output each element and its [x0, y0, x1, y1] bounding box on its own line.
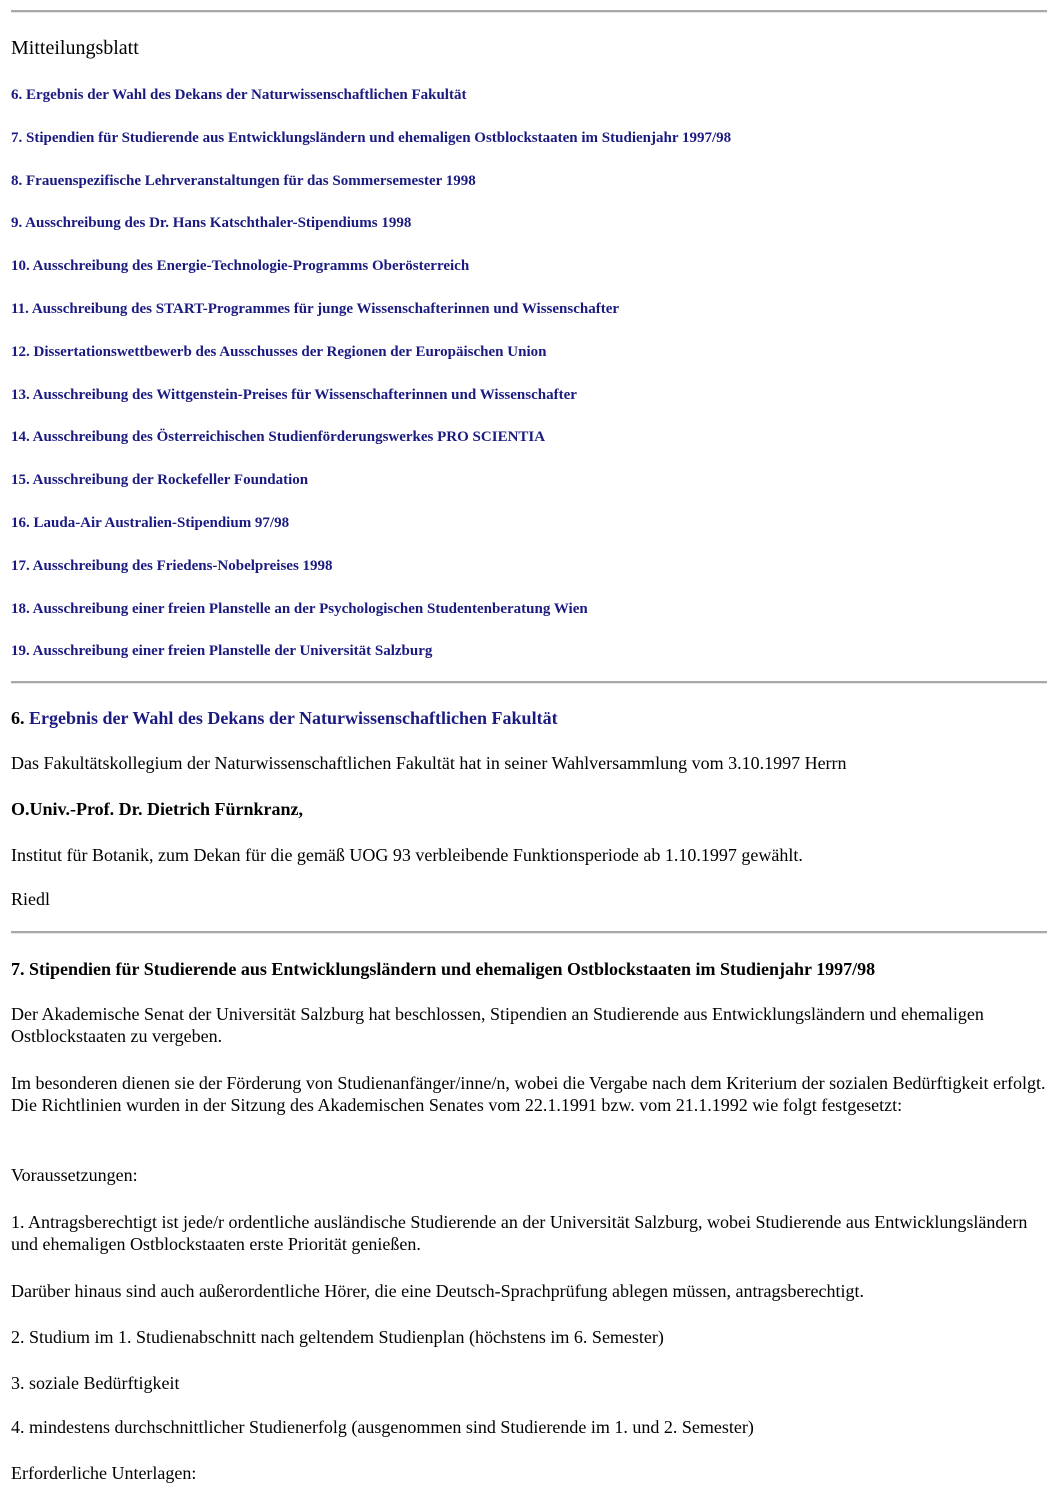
toc-link-15[interactable]: 15. Ausschreibung der Rockefeller Foundation — [11, 472, 309, 489]
section-6-signature: Riedl — [11, 889, 50, 909]
requirement-1: 1. Antragsberechtigt ist jede/r ordentliche ausländische Studierende an der Universität Salzburg, wobei Studierende aus Entwicklungsländern und ehemaligen Ostblockstaaten erste Priorität genießen. — [11, 1212, 1028, 1254]
section-6-title: Ergebnis der Wahl des Dekans der Naturwissenschaftlichen Fakultät — [29, 708, 558, 728]
toc-item — [11, 469, 731, 512]
section-7-paragraph: Der Akademische Senat der Universität Salzburg hat beschlossen, Stipendien an Studierende aus Entwicklungsländern und ehemaligen Ostblockstaaten zu vergeben. — [11, 1004, 984, 1046]
section-6-intro: Das Fakultätskollegium der Naturwissenschaftlichen Fakultät hat in seiner Wahlversammlung vom 3.10.1997 Herrn — [11, 753, 847, 773]
toc-item — [11, 212, 731, 255]
toc-link-12[interactable]: 12. Dissertationswettbewerb des Ausschusses der Regionen der Europäischen Union — [11, 343, 547, 360]
toc-item — [11, 341, 731, 384]
section-7-title: 7. Stipendien für Studierende aus Entwicklungsländern und ehemaligen Ostblockstaaten im Studienjahr 1997/98 — [11, 959, 876, 979]
toc-link-11[interactable]: 11. Ausschreibung des START-Programmes für junge Wissenschafterinnen und Wissenschafter — [11, 300, 620, 317]
toc-item — [11, 640, 731, 683]
section-6-name: O.Univ.-Prof. Dr. Dietrich Fürnkranz, — [11, 799, 303, 819]
requirement-2: 2. Studium im 1. Studienabschnitt nach geltendem Studienplan (höchstens im 6. Semester) — [11, 1327, 664, 1347]
toc-link-9[interactable]: 9. Ausschreibung des Dr. Hans Katschthaler-Stipendiums 1998 — [11, 215, 412, 232]
section-7-paragraph: Im besonderen dienen sie der Förderung von Studienanfänger/inne/n, wobei die Vergabe nach dem Kriterium der sozialen Bedürftigkeit erfolgt. Die Richtlinien wurden in der Sitzung des Akademischen Senates vom 22.1.1991 bzw. vom 21.1.1992 wie folgt festgesetzt: — [11, 1073, 1046, 1115]
requirement-1-extra: Darüber hinaus sind auch außerordentliche Hörer, die eine Deutsch-Sprachprüfung ablegen müssen, antragsberechtigt. — [11, 1281, 864, 1301]
table-of-contents — [11, 84, 731, 683]
toc-item — [11, 426, 731, 469]
toc-link-6[interactable]: 6. Ergebnis der Wahl des Dekans der Naturwissenschaftlichen Fakultät — [11, 87, 467, 103]
toc-item — [11, 298, 731, 341]
toc-link-8[interactable]: 8. Frauenspezifische Lehrveranstaltungen für das Sommersemester 1998 — [11, 172, 476, 189]
toc-link-13[interactable]: 13. Ausschreibung des Wittgenstein-Preises für Wissenschafterinnen und Wissenschafter — [11, 386, 577, 403]
toc-item — [11, 170, 731, 213]
requirement-3: 3. soziale Bedürftigkeit — [11, 1373, 180, 1393]
toc-item — [11, 84, 731, 127]
requirement-4: 4. mindestens durchschnittlicher Studienerfolg (ausgenommen sind Studierende im 1. und 2. Semester) — [11, 1417, 754, 1437]
toc-item — [11, 127, 731, 170]
section-divider — [11, 681, 1047, 684]
toc-item — [11, 384, 731, 427]
masthead-title: Mitteilungsblatt — [11, 37, 139, 59]
toc-link-7[interactable]: 7. Stipendien für Studierende aus Entwicklungsländern und ehemaligen Ostblockstaaten im Studienjahr 1997/98 — [11, 129, 732, 146]
toc-link-19[interactable]: 19. Ausschreibung einer freien Planstelle der Universität Salzburg — [11, 643, 433, 660]
requirements-heading: Voraussetzungen: — [11, 1165, 138, 1185]
toc-item — [11, 512, 731, 555]
toc-link-10[interactable]: 10. Ausschreibung des Energie-Technologie-Programms Oberösterreich — [11, 258, 470, 275]
toc-link-17[interactable]: 17. Ausschreibung des Friedens-Nobelpreises 1998 — [11, 557, 333, 574]
section-6-detail: Institut für Botanik, zum Dekan für die gemäß UOG 93 verbleibende Funktionsperiode ab 1.10.1997 gewählt. — [11, 845, 803, 865]
toc-link-16[interactable]: 16. Lauda-Air Australien-Stipendium 97/98 — [11, 514, 290, 531]
section-6-heading — [11, 707, 1047, 729]
documents-heading: Erforderliche Unterlagen: — [11, 1463, 197, 1483]
section-divider — [11, 931, 1047, 934]
toc-item — [11, 255, 731, 298]
section-6-number: 6. — [11, 708, 25, 728]
top-divider — [11, 10, 1047, 13]
toc-item — [11, 555, 731, 598]
toc-item — [11, 598, 731, 641]
toc-link-18[interactable]: 18. Ausschreibung einer freien Planstelle an der Psychologischen Studentenberatung Wien — [11, 600, 588, 617]
toc-link-14[interactable]: 14. Ausschreibung des Österreichischen Studienförderungswerkes PRO SCIENTIA — [11, 429, 546, 446]
